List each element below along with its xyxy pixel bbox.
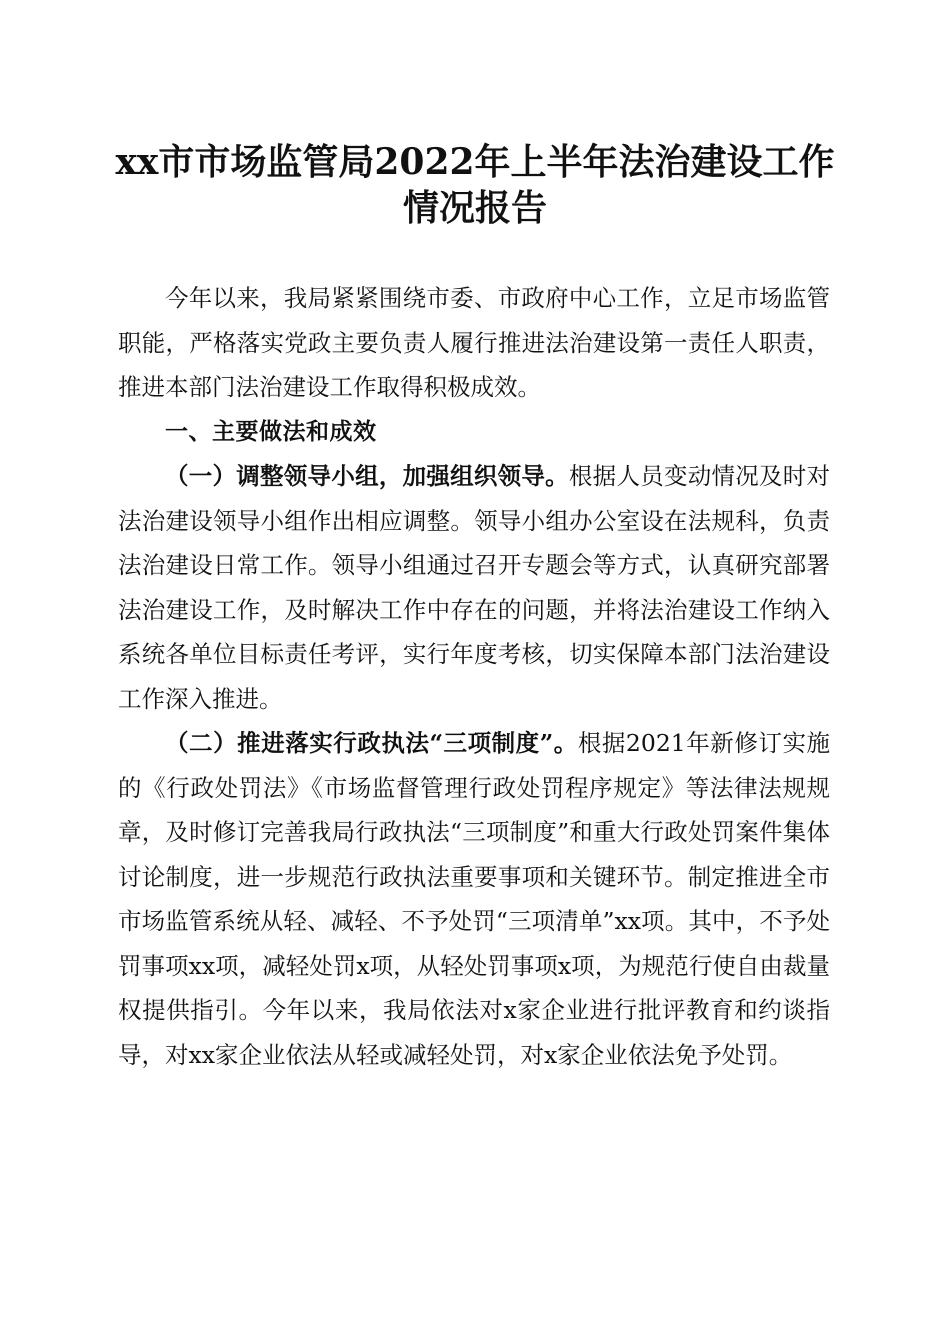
document-body	[118, 276, 830, 1077]
item-body-1: 根据人员变动情况及时对法治建设领导小组作出相应调整。领导小组办公室设在法规科，负责法治建设日常工作。领导小组通过召开专题会等方式，认真研究部署法治建设工作，及时解决工作中存在的问题，并将法治建设工作纳入系统各单位目标责任考评，实行年度考核，切实保障本部门法治建设工作深入推进。	[118, 462, 831, 713]
item-body-2: 根据2021年新修订实施的《行政处罚法》《市场监督管理行政处罚程序规定》等法律法规规章，及时修订完善我局行政执法“三项制度”和重大行政处罚案件集体讨论制度，进一步规范行政执法重要事项和关键环节。制定推进全市市场监管系统从轻、减轻、不予处罚“三项清单”xx项。其中，不予处罚事项xx项，减轻处罚x项，从轻处罚事项x项，为规范行使自由裁量权提供指引。今年以来，我局依法对x家企业进行批评教育和约谈指导，对xx家企业依法从轻或减轻处罚，对x家企业依法免予处罚。	[118, 729, 830, 1069]
document-title-line1: xx市市场监管局2022年上半年法治建设工作	[115, 141, 835, 183]
document-title-line2: 情况报告	[402, 187, 547, 229]
item-paragraph-1	[118, 454, 830, 721]
item-title-2: （二）推进落实行政执法“三项制度”。	[165, 729, 578, 757]
section-heading: 一、主要做法和成效	[165, 418, 377, 445]
item-paragraph-2	[118, 721, 830, 1077]
intro-paragraph: 今年以来，我局紧紧围绕市委、市政府中心工作，立足市场监管职能，严格落实党政主要负责人履行推进法治建设第一责任人职责，推进本部门法治建设工作取得积极成效。	[118, 284, 830, 401]
item-title-1: （一）调整领导小组，加强组织领导。	[165, 462, 569, 490]
